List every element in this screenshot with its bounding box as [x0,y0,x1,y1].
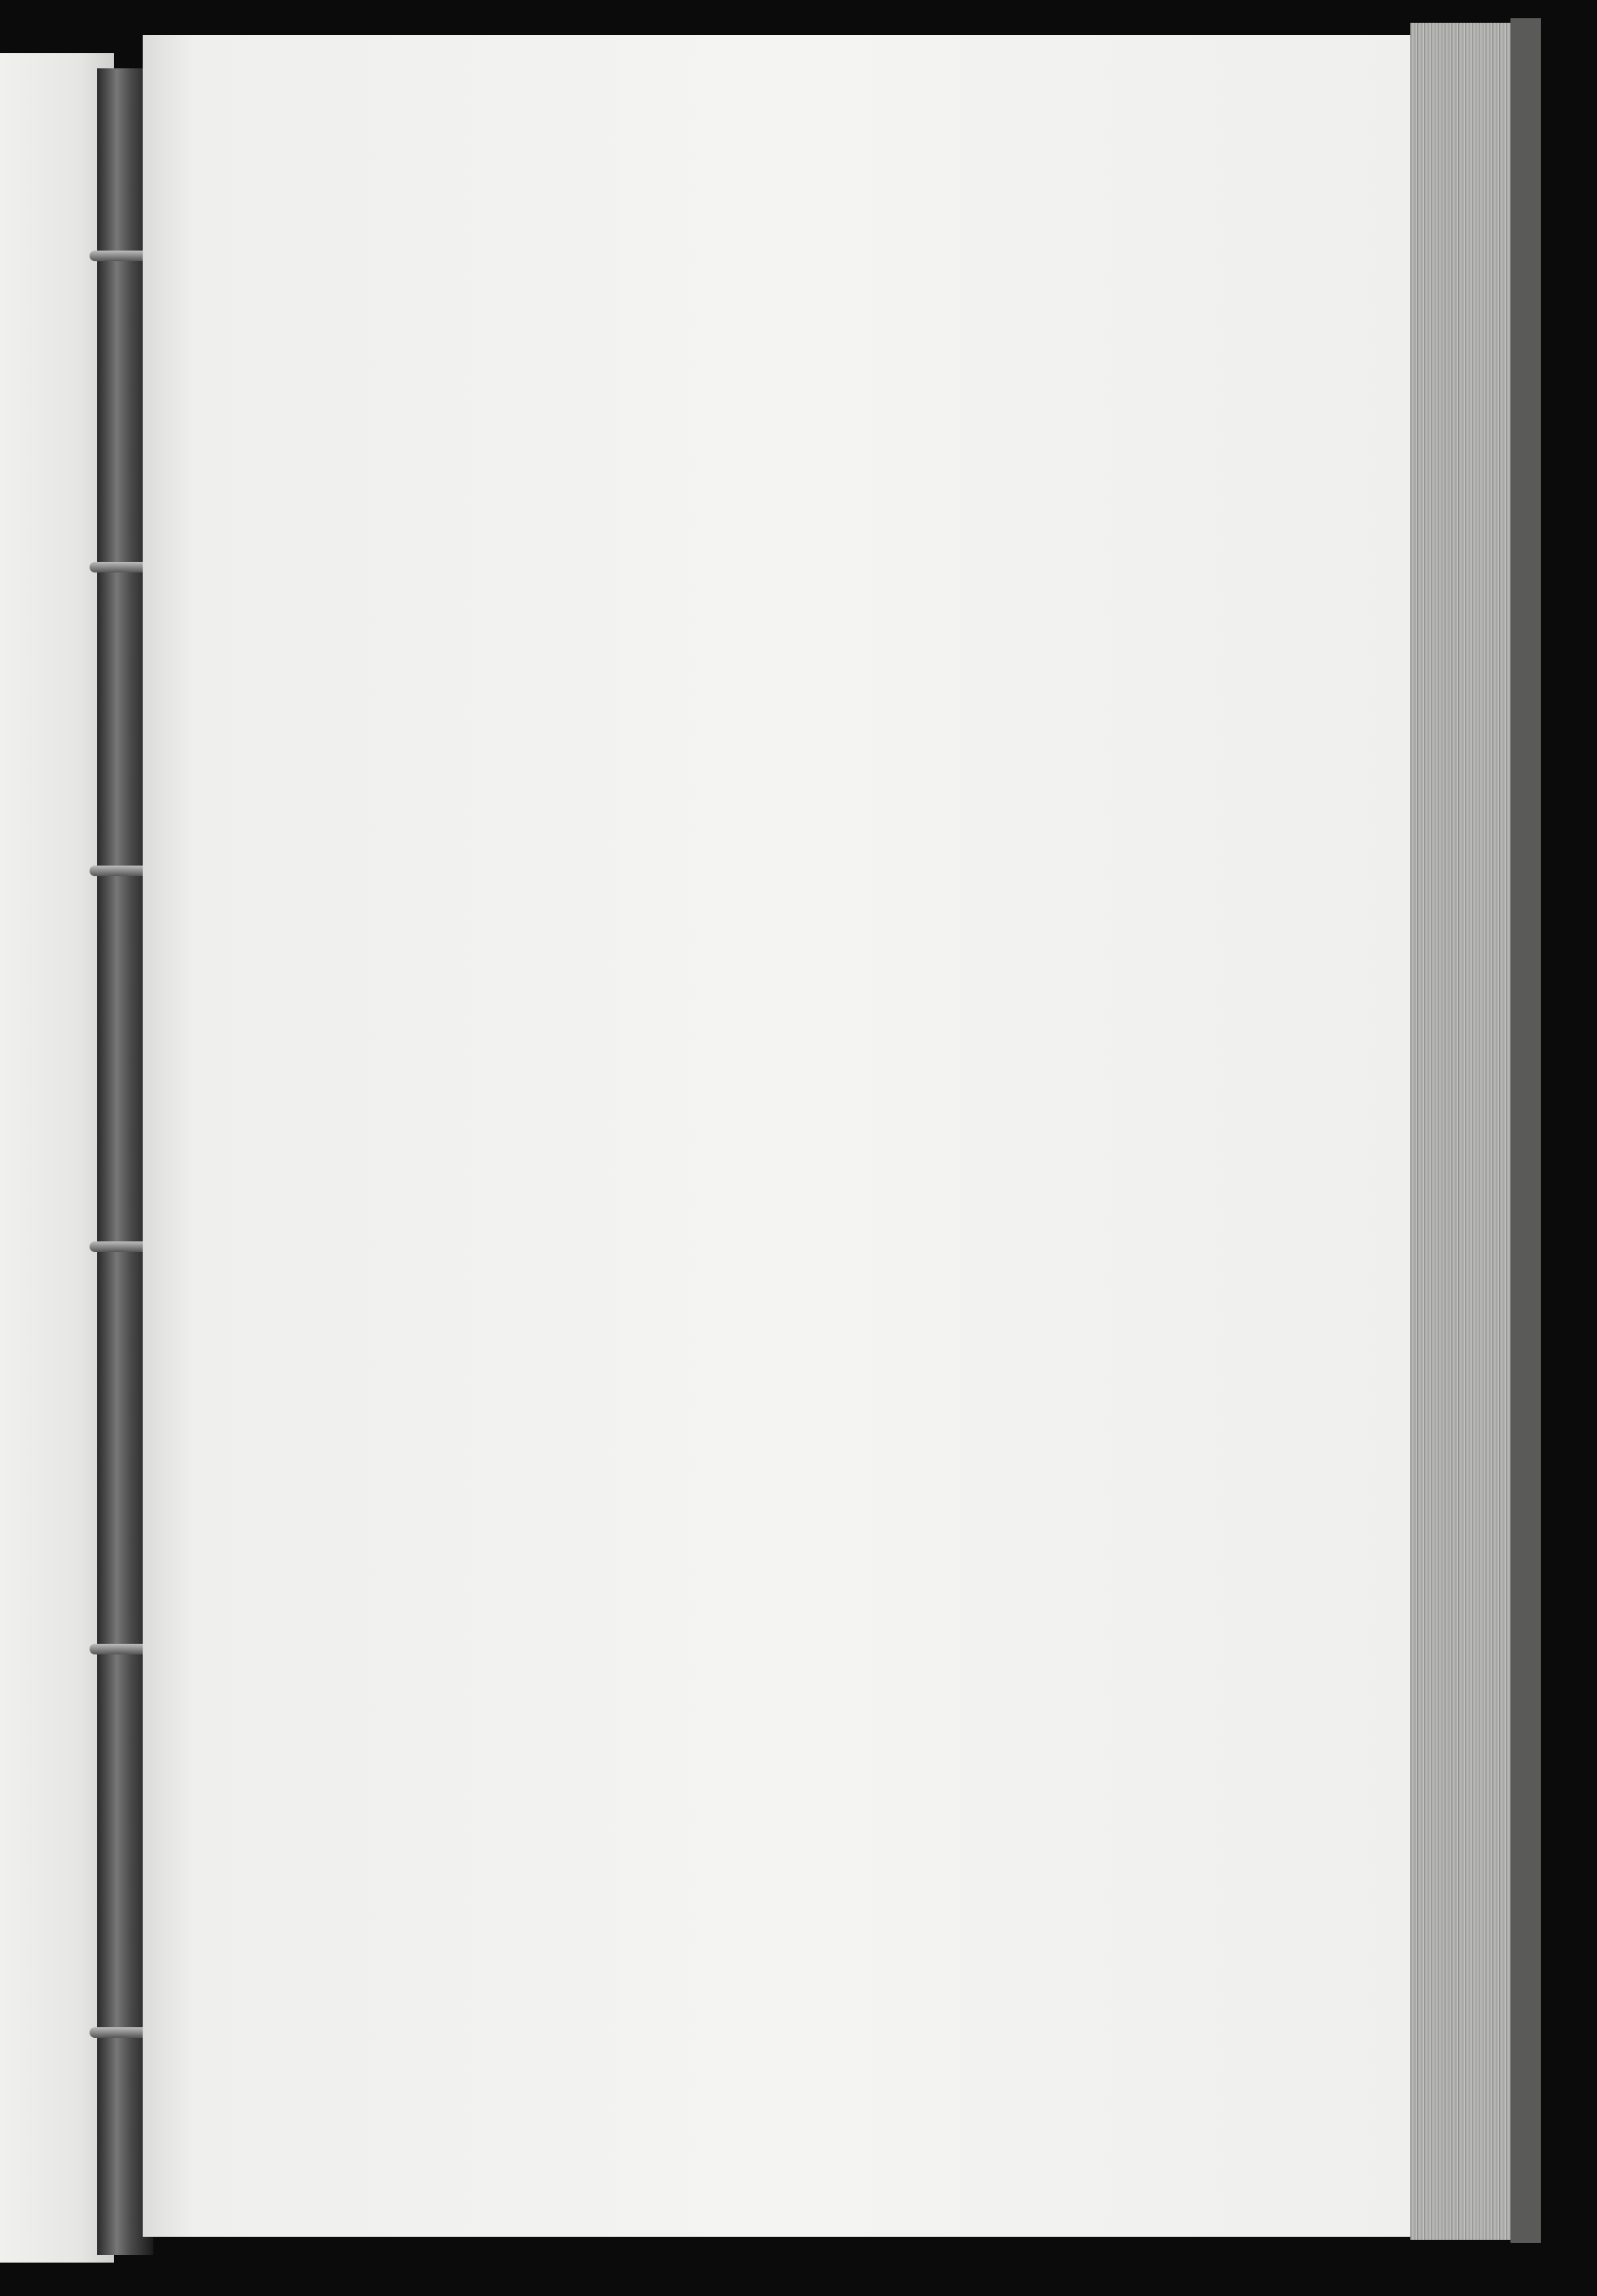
binding-stitch [90,866,150,876]
binding-stitch [90,1644,150,1654]
right-page [143,35,1415,2237]
binding-stitch [90,251,150,261]
binding-stitch [90,562,150,572]
book-cover-edge [1510,18,1541,2243]
binding-stitch [90,2027,150,2038]
page-edges [1410,23,1514,2240]
binding-stitch [90,1241,150,1252]
